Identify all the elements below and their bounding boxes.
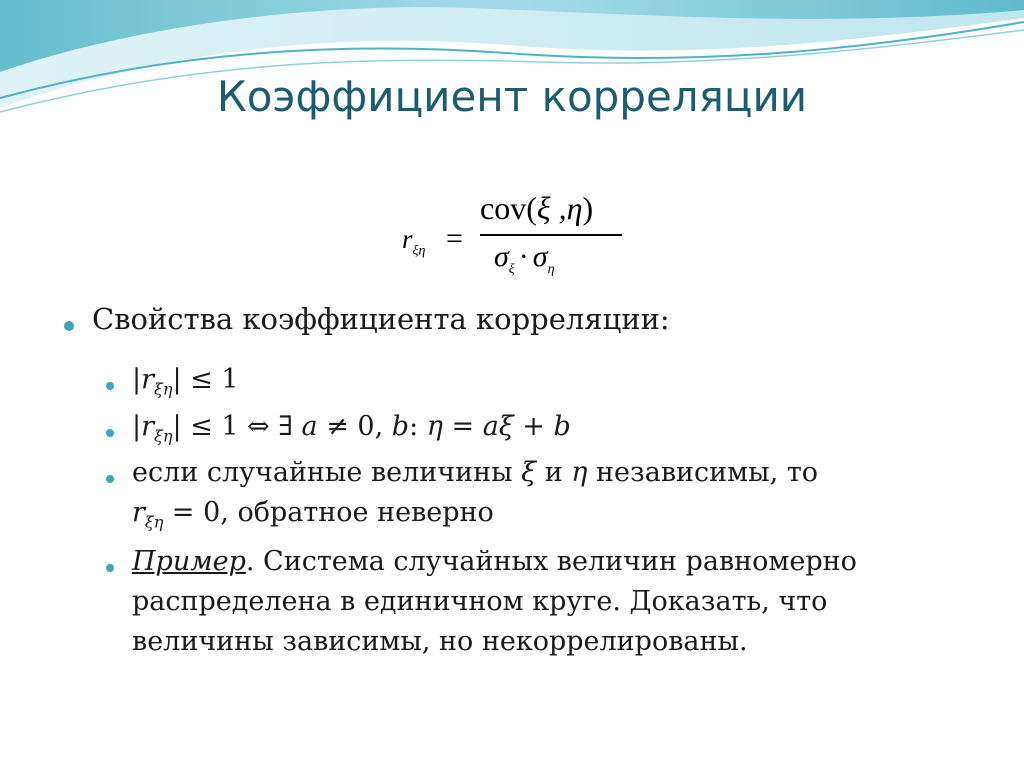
formula-lhs: $r_{\xi\eta}$ [402, 224, 426, 259]
property-item-1: $|r_{\xi\eta}| \le 1$ [132, 364, 239, 399]
example-item: Пример. Система случайных величин равномерно распределена в единичном круге. Доказать, что величины зависимы, но некоррелированы. [132, 546, 857, 657]
bullet-icon [64, 321, 74, 331]
formula-fraction-bar [480, 234, 622, 236]
formula-numerator: cov(ξ ,η) [480, 190, 594, 226]
bullet-icon [106, 475, 114, 483]
slide-title: Коэффициент корреляции [216, 72, 808, 121]
bullet-icon [106, 564, 114, 572]
property-item-2: $|r_{\xi\eta}| \le 1$ ⇔ ∃ a ≠ 0, b: η = aξ + b [132, 411, 571, 446]
properties-heading: Свойства коэффициента корреляции: [92, 302, 670, 336]
bullet-icon [106, 429, 114, 437]
property-item-3: если случайные величины ξ и η независимы, то $r_{\xi\eta} = 0$, обратное неверно [132, 457, 819, 532]
formula-denominator: $\sigma_\xi \cdot \sigma_\eta$ [494, 240, 555, 277]
bullet-icon [106, 382, 114, 390]
formula-equals: = [446, 222, 463, 255]
correlation-formula [398, 188, 638, 288]
example-label: Пример [132, 546, 246, 577]
